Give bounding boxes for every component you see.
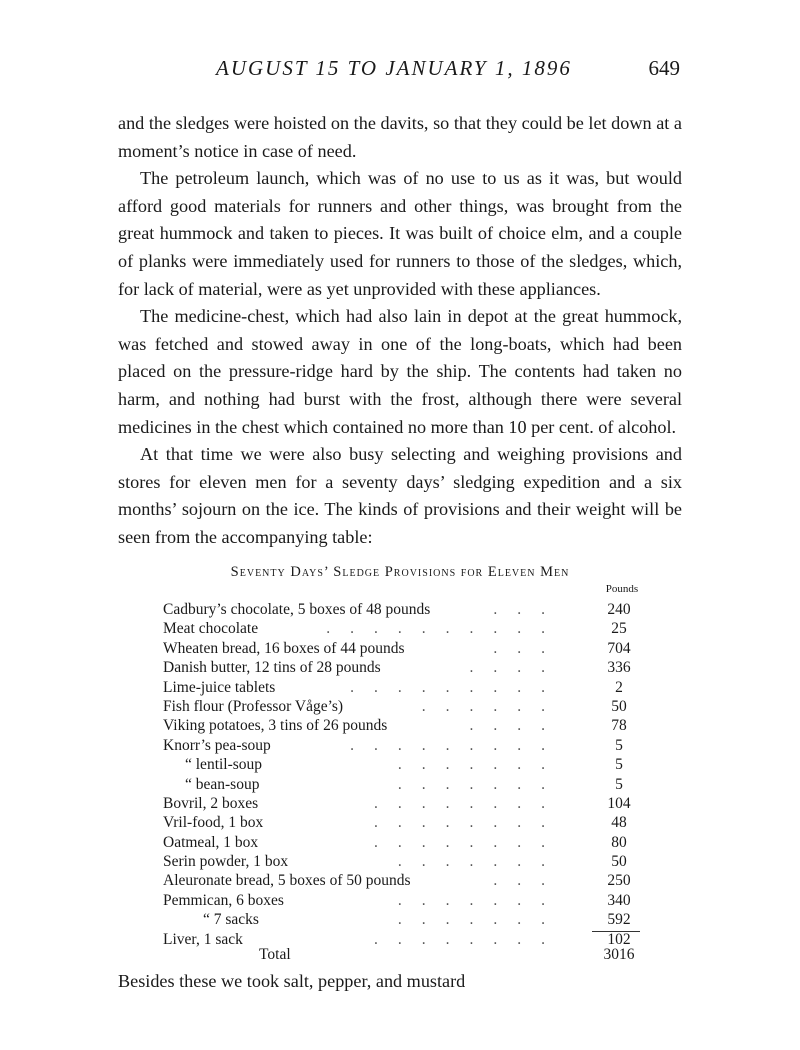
leader-dots: ... bbox=[493, 639, 565, 657]
item-pounds: 5 bbox=[615, 736, 623, 754]
item-label: “ lentil-soup bbox=[185, 756, 263, 774]
item-pounds: 250 bbox=[607, 872, 631, 890]
running-title: AUGUST 15 TO JANUARY 1, 1896 bbox=[216, 56, 572, 80]
leader-dots: ........ bbox=[374, 814, 565, 832]
item-label: Vril-food, 1 box bbox=[163, 814, 264, 832]
item-label: Knorr’s pea-soup bbox=[163, 736, 271, 754]
item-pounds: 240 bbox=[607, 601, 631, 618]
running-head bbox=[120, 56, 680, 81]
item-label: “ bean-soup bbox=[185, 775, 260, 793]
item-pounds: 25 bbox=[611, 620, 627, 638]
unit-header: Pounds bbox=[605, 583, 639, 595]
total-label: Total bbox=[259, 946, 291, 963]
table-row bbox=[163, 871, 643, 890]
table-row bbox=[163, 658, 643, 677]
item-pounds: 704 bbox=[607, 639, 631, 657]
leader-dots: ......... bbox=[350, 736, 565, 754]
item-pounds: 102 bbox=[607, 930, 631, 948]
leader-dots: ... bbox=[493, 601, 565, 618]
item-pounds: 78 bbox=[611, 717, 627, 735]
table-row bbox=[163, 678, 643, 697]
table-row bbox=[163, 755, 643, 774]
item-label: Cadbury’s chocolate, 5 boxes of 48 pounds bbox=[163, 601, 431, 618]
item-pounds: 104 bbox=[607, 794, 631, 812]
leader-dots: .......... bbox=[326, 620, 565, 638]
item-label: Bovril, 2 boxes bbox=[163, 794, 259, 812]
item-pounds: 336 bbox=[607, 659, 631, 677]
item-pounds: 80 bbox=[611, 833, 627, 851]
page-number: 649 bbox=[648, 56, 680, 80]
leader-dots: .... bbox=[469, 717, 565, 735]
item-pounds: 2 bbox=[615, 678, 623, 696]
paragraph-launch: The petroleum launch, which was of no use to us as it was, but would afford good materials for runners and other things, was brought from the great hummock and taken to pieces. It was built of choice elm, and a couple of planks were immediately used for runners to those of the sledges, which, for lack of material, were as yet unprovided with these appliances. bbox=[118, 168, 682, 299]
table-row bbox=[163, 697, 643, 716]
leader-dots: ........ bbox=[374, 833, 565, 851]
leader-dots: .... bbox=[469, 659, 565, 677]
table-row bbox=[163, 852, 643, 871]
leader-dots: ....... bbox=[397, 775, 565, 793]
table-row bbox=[163, 813, 643, 832]
paragraph-medicine-chest: The medicine-chest, which had also lain in depot at the great hummock, was fetched and stowed away in one of the long-boats, which had been placed on the pressure-ridge hard by the ship. The contents had taken no harm, and nothing had burst with the frost, although there were several medicines in the chest which contained no more than 10 per cent. of alcohol. bbox=[118, 306, 682, 437]
item-pounds: 592 bbox=[607, 911, 631, 929]
table-row bbox=[163, 639, 643, 658]
table-row bbox=[163, 891, 643, 910]
sum-rule bbox=[592, 931, 640, 932]
leader-dots: ....... bbox=[397, 911, 565, 929]
item-label: Meat chocolate bbox=[163, 620, 259, 638]
table-row bbox=[163, 600, 643, 619]
leader-dots: ....... bbox=[397, 891, 565, 909]
item-label: Pemmican, 6 boxes bbox=[163, 891, 284, 909]
item-pounds: 50 bbox=[611, 853, 627, 871]
table-row bbox=[163, 736, 643, 755]
item-pounds: 50 bbox=[611, 697, 627, 715]
leader-dots: ... bbox=[493, 872, 565, 890]
table-row bbox=[163, 930, 643, 949]
leader-dots: ........ bbox=[374, 930, 565, 948]
item-label: “ 7 sacks bbox=[203, 911, 259, 929]
table-row bbox=[163, 716, 643, 735]
item-label: Aleuronate bread, 5 boxes of 50 pounds bbox=[163, 872, 411, 890]
item-pounds: 48 bbox=[611, 814, 627, 832]
item-label: Fish flour (Professor Våge’s) bbox=[163, 697, 344, 715]
item-label: Lime-juice tablets bbox=[163, 678, 276, 696]
table-row bbox=[163, 833, 643, 852]
item-label: Serin powder, 1 box bbox=[163, 853, 289, 871]
leader-dots: ...... bbox=[421, 697, 565, 715]
table-row bbox=[163, 619, 643, 638]
item-label: Wheaten bread, 16 boxes of 44 pounds bbox=[163, 639, 405, 657]
item-label: Oatmeal, 1 box bbox=[163, 833, 259, 851]
table-row bbox=[163, 775, 643, 794]
body-text bbox=[118, 110, 682, 552]
closing-text: Besides these we took salt, pepper, and mustard bbox=[118, 971, 466, 991]
leader-dots: ......... bbox=[350, 678, 565, 696]
table-row bbox=[163, 910, 643, 929]
leader-dots: ........ bbox=[374, 794, 565, 812]
item-label: Danish butter, 12 tins of 28 pounds bbox=[163, 659, 381, 677]
paragraph-provisions: At that time we were also busy selecting and weighing provisions and stores for eleven men for a seventy days’ sledging expedition and a six months’ sojourn on the ice. The kinds of provisions and their weight will be seen from the accompanying table: bbox=[118, 444, 682, 547]
item-pounds: 340 bbox=[607, 891, 631, 909]
provisions-table bbox=[163, 600, 643, 949]
leader-dots: ....... bbox=[397, 853, 565, 871]
leader-dots: ....... bbox=[397, 756, 565, 774]
total-value: 3016 bbox=[603, 946, 635, 963]
paragraph-continued: and the sledges were hoisted on the davits, so that they could be let down at a moment’s notice in case of need. bbox=[118, 113, 682, 161]
item-pounds: 5 bbox=[615, 756, 623, 774]
table-title: Seventy Days’ Sledge Provisions for Eleven Men bbox=[230, 564, 570, 580]
table-row bbox=[163, 794, 643, 813]
item-label: Viking potatoes, 3 tins of 26 pounds bbox=[163, 717, 388, 735]
item-pounds: 5 bbox=[615, 775, 623, 793]
item-label: Liver, 1 sack bbox=[163, 930, 243, 948]
